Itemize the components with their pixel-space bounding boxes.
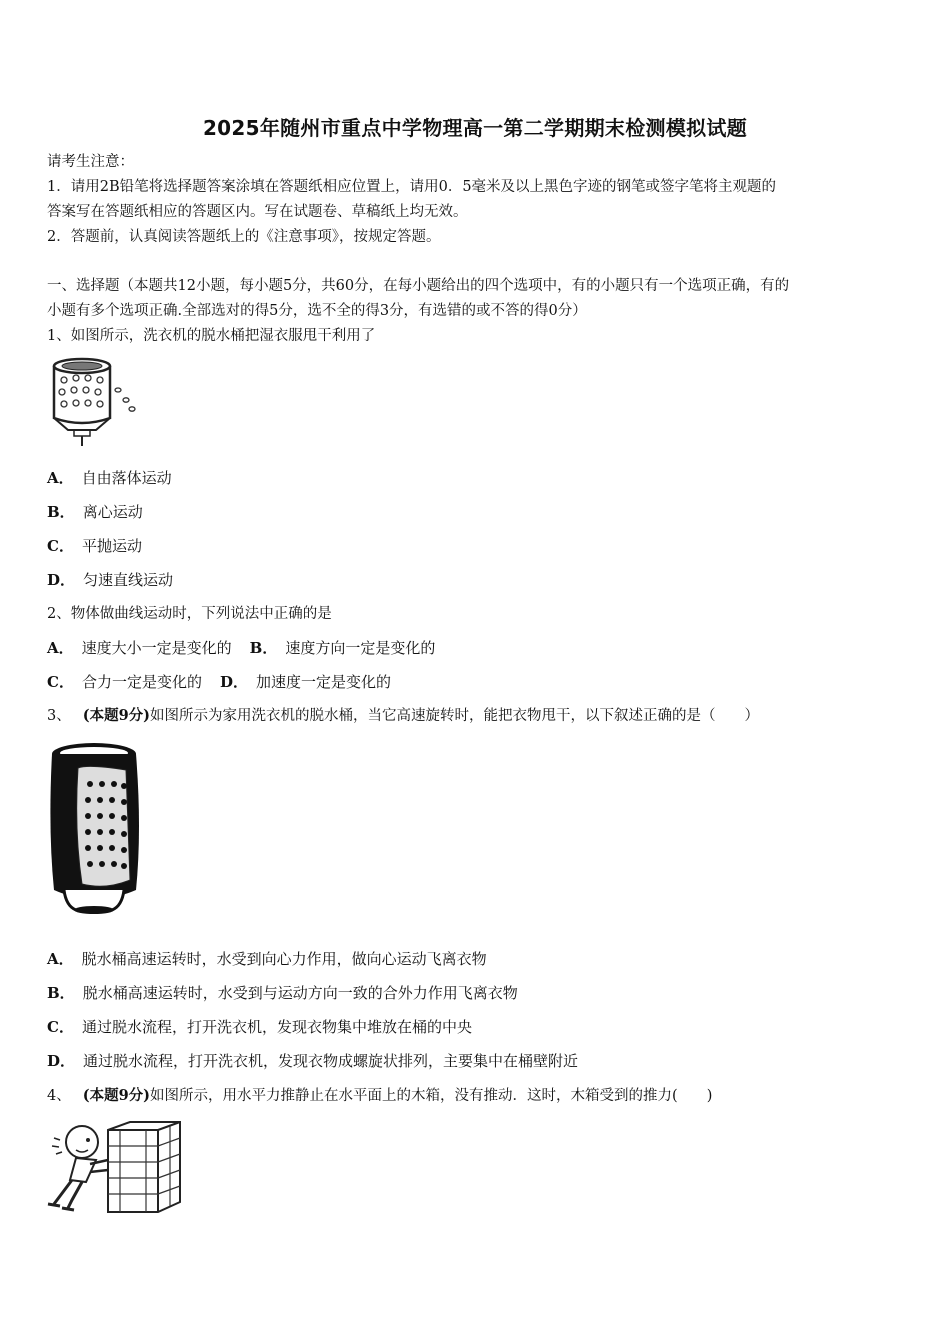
notice-item-1a: 1．请用2B铅笔将选择题答案涂填在答题纸相应位置上，请用0．5毫米及以上黑色字迹的钢笔或签字笔将主观题的 [47,179,777,195]
spin-dryer-figure-1 [46,356,138,448]
q2-option-b[interactable]: B． 速度方向一定是变化的 [249,639,436,657]
q3-option-a[interactable]: A． 脱水桶高速运转时，水受到向心力作用，做向心运动飞离衣物 [47,950,487,968]
q2-option-c[interactable]: C． 合力一定是变化的 [47,673,202,691]
q3-option-d[interactable]: D． 通过脱水流程，打开洗衣机，发现衣物成螺旋状排列，主要集中在桶壁附近 [47,1052,579,1070]
q4-stem: 4、 (本题9分)如图所示，用水平力推静止在水平面上的木箱，没有推动．这时，木箱受到的推力( ) [47,1087,713,1104]
q3-option-b[interactable]: B． 脱水桶高速运转时，水受到与运动方向一致的合外力作用飞离衣物 [47,984,518,1002]
q2-stem: 2、物体做曲线运动时，下列说法中正确的是 [47,606,332,622]
person-pushing-crate-figure [46,1120,186,1216]
q2-option-a[interactable]: A． 速度大小一定是变化的 [47,639,232,657]
section-heading-1: 一、选择题（本题共12小题，每小题5分，共60分，在每小题给出的四个选项中，有的小题只有一个选项正确，有的 [47,278,790,294]
q2-option-d[interactable]: D． 加速度一定是变化的 [219,673,391,691]
notice-item-1b: 答案写在答题纸相应的答题区内。写在试题卷、草稿纸上均无效。 [47,204,468,220]
q1-option-b[interactable]: B． 离心运动 [47,503,143,521]
spin-dryer-figure-2 [46,740,148,916]
q2-options-row-2 [47,672,391,692]
q1-option-c[interactable]: C． 平抛运动 [47,537,142,555]
q2-options-row-1 [47,638,435,658]
notice-item-2: 2．答题前，认真阅读答题纸上的《注意事项》，按规定答题。 [47,229,441,245]
q1-option-d[interactable]: D． 匀速直线运动 [47,571,174,589]
section-heading-2: 小题有多个选项正确.全部选对的得5分，选不全的得3分，有选错的或不答的得0分） [47,303,587,319]
exam-title: 2025年随州市重点中学物理高一第二学期期末检测模拟试题 [202,116,748,140]
q1-option-a[interactable]: A． 自由落体运动 [47,469,172,487]
q1-stem: 1、如图所示，洗衣机的脱水桶把湿衣服甩干利用了 [47,328,376,344]
q3-option-c[interactable]: C． 通过脱水流程，打开洗衣机，发现衣物集中堆放在桶的中央 [47,1018,472,1036]
q3-stem: 3、 (本题9分)如图所示为家用洗衣机的脱水桶，当它高速旋转时，能把衣物甩干，以下叙述正确的是（ ） [47,707,760,724]
notice-heading: 请考生注意： [47,154,134,170]
